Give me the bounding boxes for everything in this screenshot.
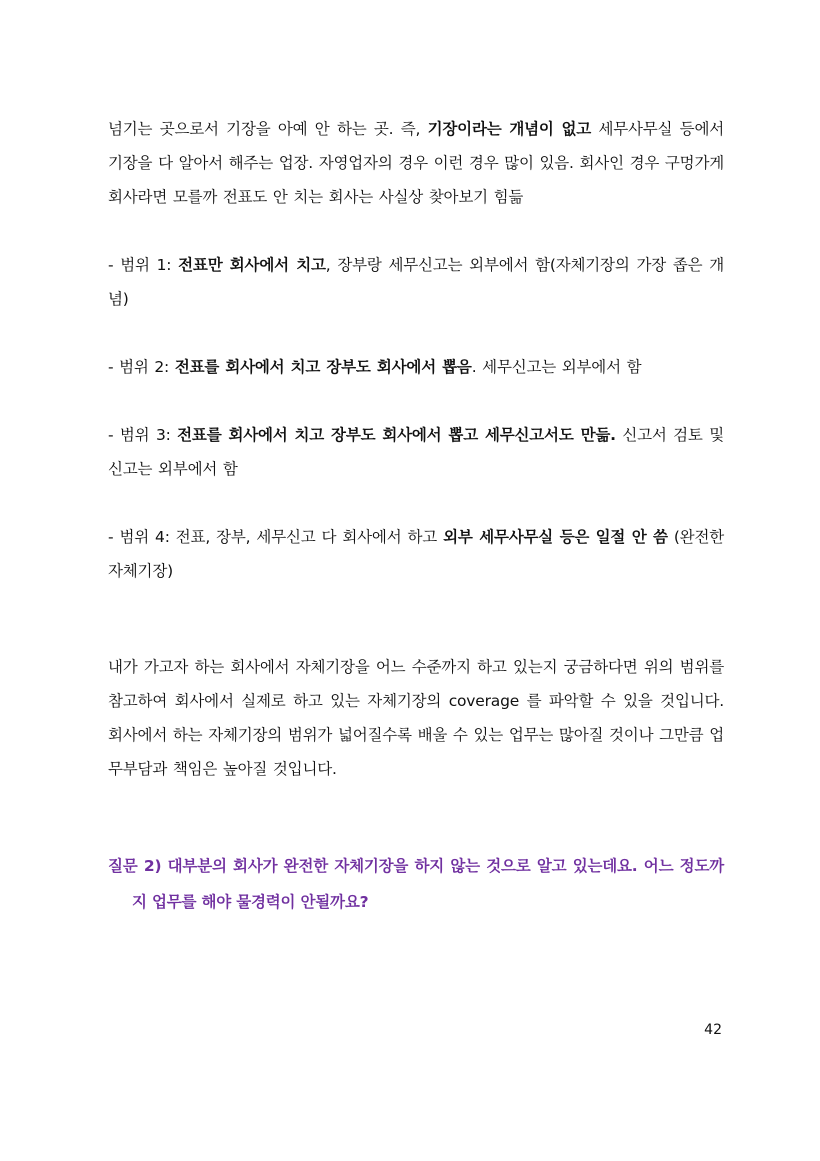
scope-1-text-2: , 장부랑 세무신고는 외부에서 함(자체기장의 가장 좁은 개념) (108, 256, 724, 308)
intro-paragraph (108, 112, 724, 214)
spacer (108, 486, 724, 520)
document-body (108, 112, 724, 920)
scope-1-bold: 전표만 회사에서 치고 (178, 256, 326, 274)
scope-1-paragraph (108, 248, 724, 316)
scope-3-text-1: - 범위 3: (108, 426, 178, 444)
scope-2-text-1: - 범위 2: (108, 358, 175, 376)
spacer (108, 214, 724, 248)
advice-paragraph: 내가 가고자 하는 회사에서 자체기장을 어느 수준까지 하고 있는지 궁금하다면 위의 범위를 참고하여 회사에서 실제로 하고 있는 자체기장의 coverage 를 파악할 수 있을 것입니다. 회사에서 하는 자체기장의 범위가 넓어질수록 배울 수 있는 업무는 많아질 것이나 그만큼 업무부담과 책임은 높아질 것입니다. (108, 658, 724, 778)
scope-4-text-2: (완전한 자체기장) (108, 528, 724, 580)
scope-2-text-2: . 세무신고는 외부에서 함 (471, 358, 642, 376)
question-heading: 질문 2) 대부분의 회사가 완전한 자체기장을 하지 않는 것으로 알고 있는데요. 어느 정도까지 업무를 해야 물경력이 안될까요? (108, 857, 724, 911)
spacer (108, 384, 724, 418)
spacer (108, 316, 724, 350)
scope-4-paragraph (108, 520, 724, 588)
intro-bold-1: 기장이라는 개념이 없고 (427, 120, 592, 138)
page-number: 42 (704, 1022, 722, 1038)
scope-3-paragraph (108, 418, 724, 486)
intro-text-2: 세무사무실 등에서 기장을 다 알아서 해주는 업장. 자영업자의 경우 이런 경우 많이 있음. 회사인 경우 구멍가게 회사라면 모를까 전표도 안 치는 회사는 사실상 찾아보기 힘듦 (108, 120, 725, 206)
spacer (108, 786, 724, 848)
scope-2-paragraph (108, 350, 724, 384)
scope-4-bold: 외부 세무사무실 등은 일절 안 씀 (443, 528, 668, 546)
intro-text-1: 넘기는 곳으로서 기장을 아예 안 하는 곳. 즉, (108, 120, 428, 138)
scope-3-bold: 전표를 회사에서 치고 장부도 회사에서 뽑고 세무신고서도 만듦. (177, 426, 616, 444)
scope-4-text-1: - 범위 4: 전표, 장부, 세무신고 다 회사에서 하고 (108, 528, 444, 546)
scope-1-text-1: - 범위 1: (108, 256, 179, 274)
spacer (108, 588, 724, 650)
scope-3-text-2: 신고서 검토 및 신고는 외부에서 함 (108, 426, 724, 478)
scope-2-bold: 전표를 회사에서 치고 장부도 회사에서 뽑음 (174, 358, 472, 376)
